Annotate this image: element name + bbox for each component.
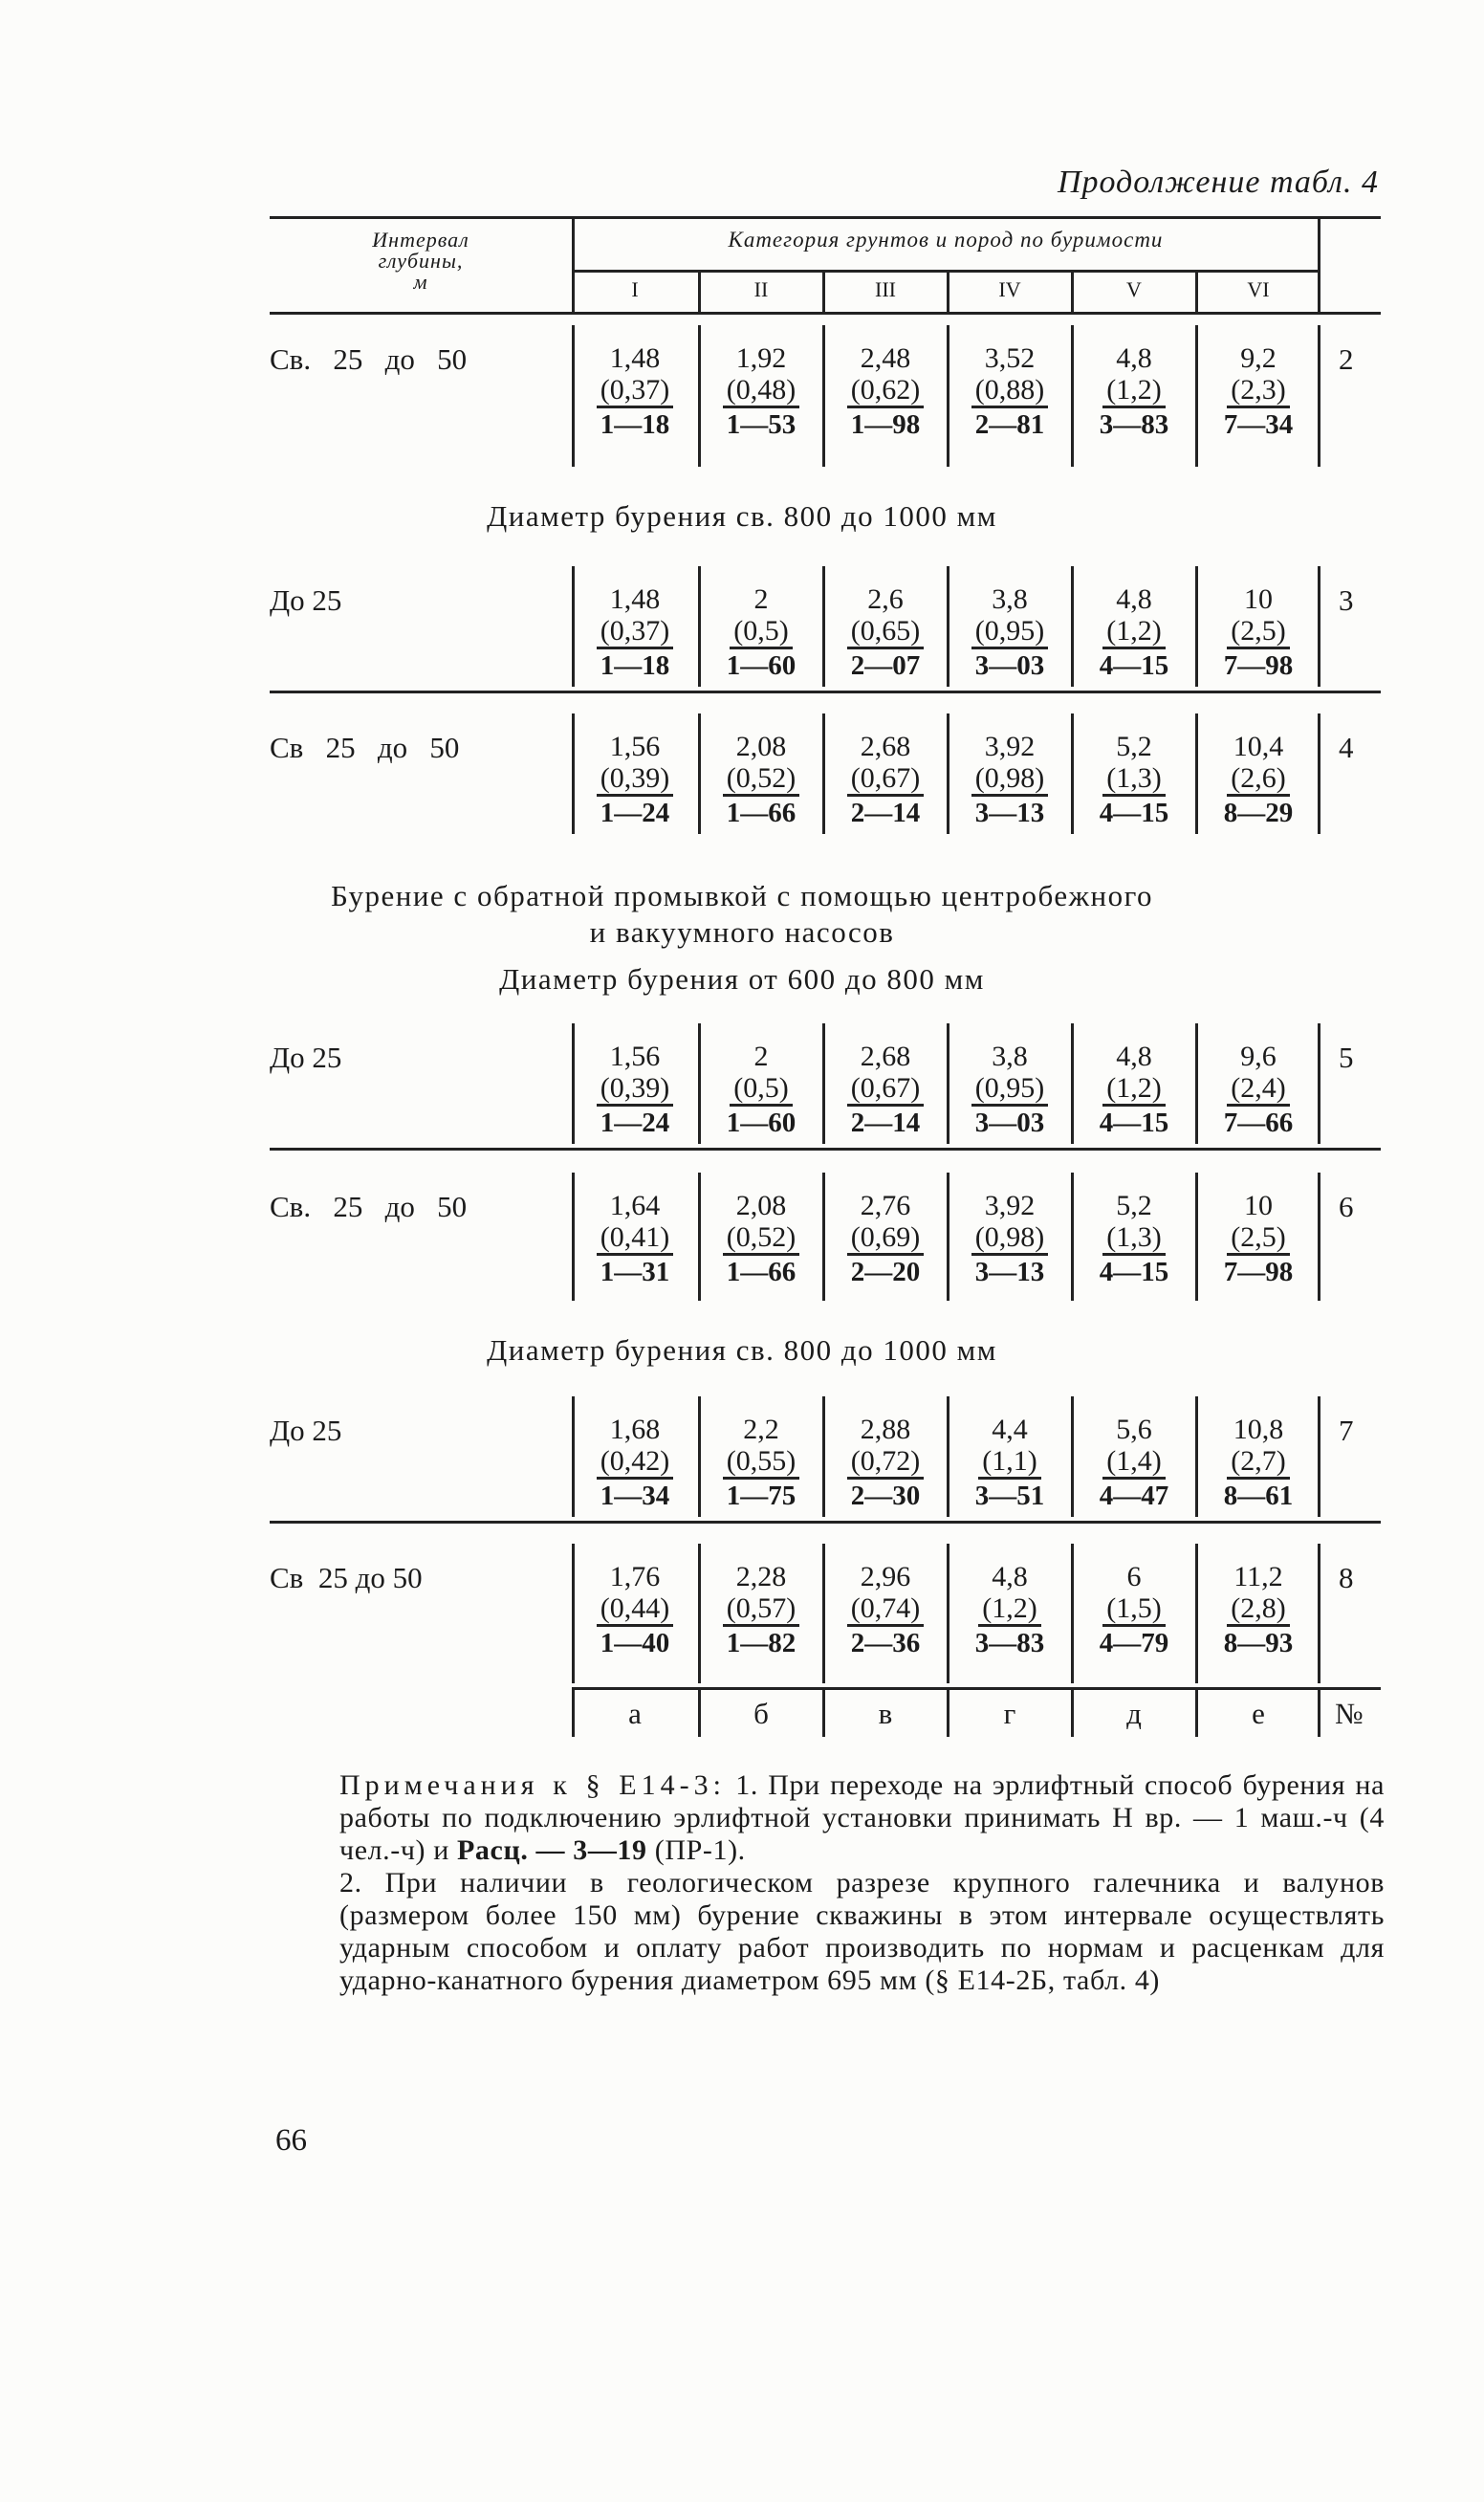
worker-norm-wrap <box>574 1073 696 1108</box>
time-norm: 5,6 <box>1116 1414 1152 1445</box>
time-norm: 2,28 <box>735 1561 787 1592</box>
price-rate: 1—31 <box>600 1257 670 1287</box>
worker-norm: (0,69) <box>847 1222 924 1256</box>
worker-norm-wrap <box>1073 1593 1195 1628</box>
price-rate: 4—15 <box>1099 650 1169 681</box>
row-separator <box>270 691 1381 693</box>
rate-cell <box>1073 1041 1195 1138</box>
price-rate: 1—18 <box>600 409 670 440</box>
worker-norm-wrap <box>1073 375 1195 409</box>
worker-norm: (0,88) <box>971 375 1048 408</box>
worker-norm-wrap <box>574 616 696 650</box>
notes <box>339 1769 1385 1997</box>
rate-cell <box>700 1041 822 1138</box>
worker-norm: (1,3) <box>1102 1222 1165 1256</box>
note-1-text: 1. При переходе на эрлифтный способ бурения на работы по подключению эрлифтной установки принимать Н вр. — 1 маш.-ч (4 чел.-ч) и <box>339 1769 1385 1866</box>
worker-norm: (1,1) <box>978 1446 1040 1480</box>
price-rate: 7—98 <box>1223 1257 1294 1287</box>
price-rate: 2—81 <box>974 409 1045 440</box>
row-interval-label: До 25 <box>270 1414 342 1447</box>
worker-norm-wrap <box>949 375 1071 409</box>
note-1 <box>339 1769 1385 1867</box>
worker-norm: (0,74) <box>847 1593 924 1627</box>
worker-norm: (1,5) <box>1102 1593 1165 1627</box>
rate-cell <box>574 1041 696 1138</box>
time-norm: 4,8 <box>1116 1041 1152 1072</box>
header-mid-rule <box>572 270 1318 273</box>
price-rate: 3—83 <box>1099 409 1169 440</box>
worker-norm: (1,3) <box>1102 763 1165 797</box>
time-norm: 4,8 <box>1116 583 1152 615</box>
time-norm: 1,56 <box>609 731 661 762</box>
rate-cell <box>824 342 947 440</box>
rate-cell <box>574 583 696 681</box>
price-rate: 3—13 <box>974 1257 1045 1287</box>
row-interval-label: До 25 <box>270 1041 342 1074</box>
time-norm: 2 <box>753 583 769 615</box>
continuation-label: Продолжение табл. 4 <box>1057 165 1379 200</box>
price-rate: 1—24 <box>600 1108 670 1138</box>
time-norm: 1,64 <box>609 1190 661 1221</box>
price-rate: 3—83 <box>974 1628 1045 1658</box>
rate-cell <box>1197 1041 1320 1138</box>
header-bottom-rule <box>270 312 1381 315</box>
row-separator <box>270 1148 1381 1151</box>
rate-cell <box>574 1414 696 1511</box>
price-rate: 1—60 <box>726 650 797 681</box>
worker-norm-wrap <box>824 1593 947 1628</box>
price-rate: 4—15 <box>1099 1257 1169 1287</box>
time-norm: 2 <box>753 1041 769 1072</box>
column-letter: а <box>628 1697 642 1730</box>
price-rate: 1—53 <box>726 409 797 440</box>
column-header: V <box>1126 277 1142 301</box>
time-norm: 2,08 <box>735 731 787 762</box>
time-norm: 2,48 <box>860 342 911 374</box>
time-norm: 9,2 <box>1240 342 1277 374</box>
section-subtitle: Диаметр бурения св. 800 до 1000 мм <box>487 1333 997 1367</box>
worker-norm: (2,6) <box>1227 763 1289 797</box>
time-norm: 3,92 <box>984 1190 1036 1221</box>
worker-norm: (0,37) <box>597 375 673 408</box>
row-number: 5 <box>1339 1041 1354 1074</box>
price-rate: 1—82 <box>726 1628 797 1658</box>
time-norm: 2,2 <box>743 1414 779 1445</box>
page-number: 66 <box>275 2123 307 2158</box>
rate-cell <box>700 1561 822 1658</box>
price-rate: 7—34 <box>1223 409 1294 440</box>
worker-norm-wrap <box>824 616 947 650</box>
worker-norm-wrap <box>700 1073 822 1108</box>
rate-cell <box>1073 583 1195 681</box>
worker-norm: (0,67) <box>847 763 924 797</box>
worker-norm: (0,5) <box>730 616 792 649</box>
worker-norm-wrap <box>1197 1446 1320 1481</box>
section-subtitle: Диаметр бурения св. 800 до 1000 мм <box>487 499 997 533</box>
price-rate: 1—24 <box>600 798 670 828</box>
worker-norm: (0,52) <box>723 1222 799 1256</box>
note-1-rate: Расц. — 3—19 <box>457 1834 647 1866</box>
rate-cell <box>1197 1414 1320 1511</box>
worker-norm: (0,95) <box>971 1073 1048 1107</box>
worker-norm: (0,5) <box>730 1073 792 1107</box>
time-norm: 1,76 <box>609 1561 661 1592</box>
worker-norm-wrap <box>949 1073 1071 1108</box>
rate-cell <box>1073 1561 1195 1658</box>
worker-norm-wrap <box>700 1446 822 1481</box>
price-rate: 3—51 <box>974 1481 1045 1511</box>
worker-norm: (0,57) <box>723 1593 799 1627</box>
rate-cell <box>574 1190 696 1287</box>
rate-cell <box>574 342 696 440</box>
worker-norm-wrap <box>949 616 1071 650</box>
notes-prefix: Примечания к § Е14-3: <box>339 1769 726 1801</box>
price-rate: 2—14 <box>850 1108 921 1138</box>
time-norm: 3,8 <box>992 583 1028 615</box>
row-number: 7 <box>1339 1414 1354 1447</box>
time-norm: 4,8 <box>992 1561 1028 1592</box>
price-rate: 2—14 <box>850 798 921 828</box>
rate-cell <box>824 731 947 828</box>
time-norm: 2,96 <box>860 1561 911 1592</box>
row-number: 6 <box>1339 1190 1354 1223</box>
worker-norm-wrap <box>1197 1073 1320 1108</box>
worker-norm-wrap <box>1197 1222 1320 1257</box>
price-rate: 1—66 <box>726 798 797 828</box>
rate-cell <box>949 583 1071 681</box>
price-rate: 3—03 <box>974 650 1045 681</box>
column-header: VI <box>1247 277 1270 301</box>
price-rate: 4—47 <box>1099 1481 1169 1511</box>
time-norm: 5,2 <box>1116 1190 1152 1221</box>
row-number: 4 <box>1339 731 1354 764</box>
column-header: III <box>875 277 896 301</box>
worker-norm: (0,41) <box>597 1222 673 1256</box>
worker-norm: (1,4) <box>1102 1446 1165 1480</box>
worker-norm: (2,7) <box>1227 1446 1289 1480</box>
rate-cell <box>1073 1190 1195 1287</box>
time-norm: 1,68 <box>609 1414 661 1445</box>
rate-cell <box>1073 731 1195 828</box>
worker-norm-wrap <box>949 1222 1071 1257</box>
table-top-rule <box>270 216 1381 219</box>
column-letter: б <box>753 1697 769 1730</box>
worker-norm: (0,95) <box>971 616 1048 649</box>
rate-cell <box>824 1414 947 1511</box>
time-norm: 2,08 <box>735 1190 787 1221</box>
rate-cell <box>1197 731 1320 828</box>
rate-cell <box>1197 1561 1320 1658</box>
rate-cell <box>574 731 696 828</box>
worker-norm-wrap <box>700 763 822 798</box>
worker-norm-wrap <box>700 1593 822 1628</box>
worker-norm-wrap <box>1073 1073 1195 1108</box>
time-norm: 11,2 <box>1233 1561 1283 1592</box>
worker-norm: (2,5) <box>1227 1222 1289 1256</box>
rate-cell <box>700 342 822 440</box>
worker-norm-wrap <box>574 1446 696 1481</box>
worker-norm: (0,48) <box>723 375 799 408</box>
rate-cell <box>1073 1414 1195 1511</box>
price-rate: 2—07 <box>850 650 921 681</box>
time-norm: 4,4 <box>992 1414 1028 1445</box>
worker-norm-wrap <box>1073 763 1195 798</box>
rate-cell <box>824 583 947 681</box>
worker-norm: (1,2) <box>1102 375 1165 408</box>
column-letter: е <box>1252 1697 1265 1730</box>
time-norm: 10 <box>1244 1190 1273 1221</box>
worker-norm: (2,4) <box>1227 1073 1289 1107</box>
price-rate: 1—66 <box>726 1257 797 1287</box>
worker-norm-wrap <box>1197 375 1320 409</box>
time-norm: 3,8 <box>992 1041 1028 1072</box>
column-letter: в <box>878 1697 893 1730</box>
worker-norm-wrap <box>1073 1222 1195 1257</box>
worker-norm-wrap <box>574 763 696 798</box>
worker-norm-wrap <box>700 1222 822 1257</box>
category-header: Категория грунтов и пород по буримости <box>728 228 1164 252</box>
column-letter: д <box>1126 1697 1142 1730</box>
rate-cell <box>824 1561 947 1658</box>
worker-norm-wrap <box>824 1222 947 1257</box>
worker-norm: (0,52) <box>723 763 799 797</box>
price-rate: 4—15 <box>1099 1108 1169 1138</box>
note-2: 2. При наличии в геологическом разрезе крупного галечника и валунов (размером более 150 мм) бурение скважины в этом интервале осуществлять ударным способом и оплату работ производить по нормам и расценкам для ударно-канатного бурения диаметром 695 мм (§ Е14-2Б, табл. 4) <box>339 1867 1385 1996</box>
price-rate: 7—66 <box>1223 1108 1294 1138</box>
price-rate: 1—98 <box>850 409 921 440</box>
rate-cell <box>949 731 1071 828</box>
rate-cell <box>1197 583 1320 681</box>
number-sign: № <box>1335 1697 1364 1730</box>
price-rate: 2—36 <box>850 1628 921 1658</box>
rate-cell <box>700 1414 822 1511</box>
time-norm: 2,6 <box>867 583 904 615</box>
column-header: I <box>631 277 639 301</box>
row-number: 3 <box>1339 583 1354 617</box>
price-rate: 1—18 <box>600 650 670 681</box>
rate-cell <box>949 1414 1071 1511</box>
worker-norm: (2,5) <box>1227 616 1289 649</box>
rate-cell <box>700 1190 822 1287</box>
worker-norm-wrap <box>574 1222 696 1257</box>
interval-header: Интервал глубины, м <box>372 228 469 294</box>
worker-norm-wrap <box>824 1446 947 1481</box>
price-rate: 3—03 <box>974 1108 1045 1138</box>
price-rate: 1—34 <box>600 1481 670 1511</box>
section-subtitle: Диаметр бурения от 600 до 800 мм <box>499 962 985 996</box>
time-norm: 2,88 <box>860 1414 911 1445</box>
time-norm: 10 <box>1244 583 1273 615</box>
rate-cell <box>700 731 822 828</box>
worker-norm-wrap <box>949 763 1071 798</box>
rate-cell <box>1197 342 1320 440</box>
row-separator <box>270 1521 1381 1524</box>
worker-norm-wrap <box>1197 1593 1320 1628</box>
price-rate: 1—75 <box>726 1481 797 1511</box>
worker-norm: (1,2) <box>978 1593 1040 1627</box>
rate-cell <box>949 1190 1071 1287</box>
worker-norm: (0,72) <box>847 1446 924 1480</box>
worker-norm-wrap <box>949 1593 1071 1628</box>
row-interval-label: До 25 <box>270 583 342 617</box>
time-norm: 1,48 <box>609 583 661 615</box>
worker-norm: (1,2) <box>1102 1073 1165 1107</box>
rate-cell <box>949 1561 1071 1658</box>
price-rate: 2—20 <box>850 1257 921 1287</box>
worker-norm: (0,67) <box>847 1073 924 1107</box>
worker-norm: (0,98) <box>971 1222 1048 1256</box>
rate-cell <box>700 583 822 681</box>
rate-cell <box>949 342 1071 440</box>
worker-norm: (0,65) <box>847 616 924 649</box>
price-rate: 8—61 <box>1223 1481 1294 1511</box>
price-rate: 7—98 <box>1223 650 1294 681</box>
time-norm: 1,92 <box>735 342 787 374</box>
time-norm: 10,4 <box>1233 731 1284 762</box>
worker-norm-wrap <box>574 375 696 409</box>
worker-norm: (0,42) <box>597 1446 673 1480</box>
row-interval-label: Св 25 до 50 <box>270 1561 423 1594</box>
worker-norm-wrap <box>1197 616 1320 650</box>
worker-norm-wrap <box>824 1073 947 1108</box>
worker-norm-wrap <box>1073 1446 1195 1481</box>
worker-norm: (0,44) <box>597 1593 673 1627</box>
worker-norm-wrap <box>1197 763 1320 798</box>
time-norm: 6 <box>1126 1561 1142 1592</box>
worker-norm-wrap <box>824 763 947 798</box>
time-norm: 4,8 <box>1116 342 1152 374</box>
time-norm: 3,92 <box>984 731 1036 762</box>
time-norm: 1,56 <box>609 1041 661 1072</box>
rate-cell <box>949 1041 1071 1138</box>
column-letter: г <box>1003 1697 1016 1730</box>
time-norm: 2,68 <box>860 1041 911 1072</box>
rate-cell <box>824 1190 947 1287</box>
worker-norm-wrap <box>700 375 822 409</box>
rate-cell <box>1073 342 1195 440</box>
row-interval-label: Св. 25 до 50 <box>270 342 468 376</box>
price-rate: 1—40 <box>600 1628 670 1658</box>
worker-norm-wrap <box>1073 616 1195 650</box>
rate-cell <box>574 1561 696 1658</box>
time-norm: 1,48 <box>609 342 661 374</box>
worker-norm-wrap <box>824 375 947 409</box>
time-norm: 5,2 <box>1116 731 1152 762</box>
worker-norm: (0,39) <box>597 763 673 797</box>
price-rate: 4—79 <box>1099 1628 1169 1658</box>
rate-cell <box>824 1041 947 1138</box>
worker-norm: (0,62) <box>847 375 924 408</box>
time-norm: 2,68 <box>860 731 911 762</box>
worker-norm-wrap <box>700 616 822 650</box>
section-title: Бурение с обратной промывкой с помощью центробежного и вакуумного насосов <box>330 879 1154 949</box>
time-norm: 9,6 <box>1240 1041 1277 1072</box>
row-interval-label: Св. 25 до 50 <box>270 1190 468 1223</box>
rate-cell <box>1197 1190 1320 1287</box>
column-header: II <box>753 277 769 301</box>
price-rate: 3—13 <box>974 798 1045 828</box>
worker-norm: (2,3) <box>1227 375 1289 408</box>
column-header: IV <box>998 277 1021 301</box>
worker-norm-wrap <box>949 1446 1071 1481</box>
worker-norm: (1,2) <box>1102 616 1165 649</box>
time-norm: 10,8 <box>1233 1414 1284 1445</box>
price-rate: 1—60 <box>726 1108 797 1138</box>
worker-norm: (2,8) <box>1227 1593 1289 1627</box>
price-rate: 8—93 <box>1223 1628 1294 1658</box>
worker-norm-wrap <box>574 1593 696 1628</box>
price-rate: 2—30 <box>850 1481 921 1511</box>
worker-norm: (0,37) <box>597 616 673 649</box>
worker-norm: (0,98) <box>971 763 1048 797</box>
row-number: 8 <box>1339 1561 1354 1594</box>
row-number: 2 <box>1339 342 1354 376</box>
worker-norm: (0,39) <box>597 1073 673 1107</box>
note-1-end: (ПР-1). <box>646 1834 746 1866</box>
worker-norm: (0,55) <box>723 1446 799 1480</box>
time-norm: 2,76 <box>860 1190 911 1221</box>
time-norm: 3,52 <box>984 342 1036 374</box>
price-rate: 4—15 <box>1099 798 1169 828</box>
footer-top-rule <box>572 1687 1381 1690</box>
row-interval-label: Св 25 до 50 <box>270 731 460 764</box>
price-rate: 8—29 <box>1223 798 1294 828</box>
